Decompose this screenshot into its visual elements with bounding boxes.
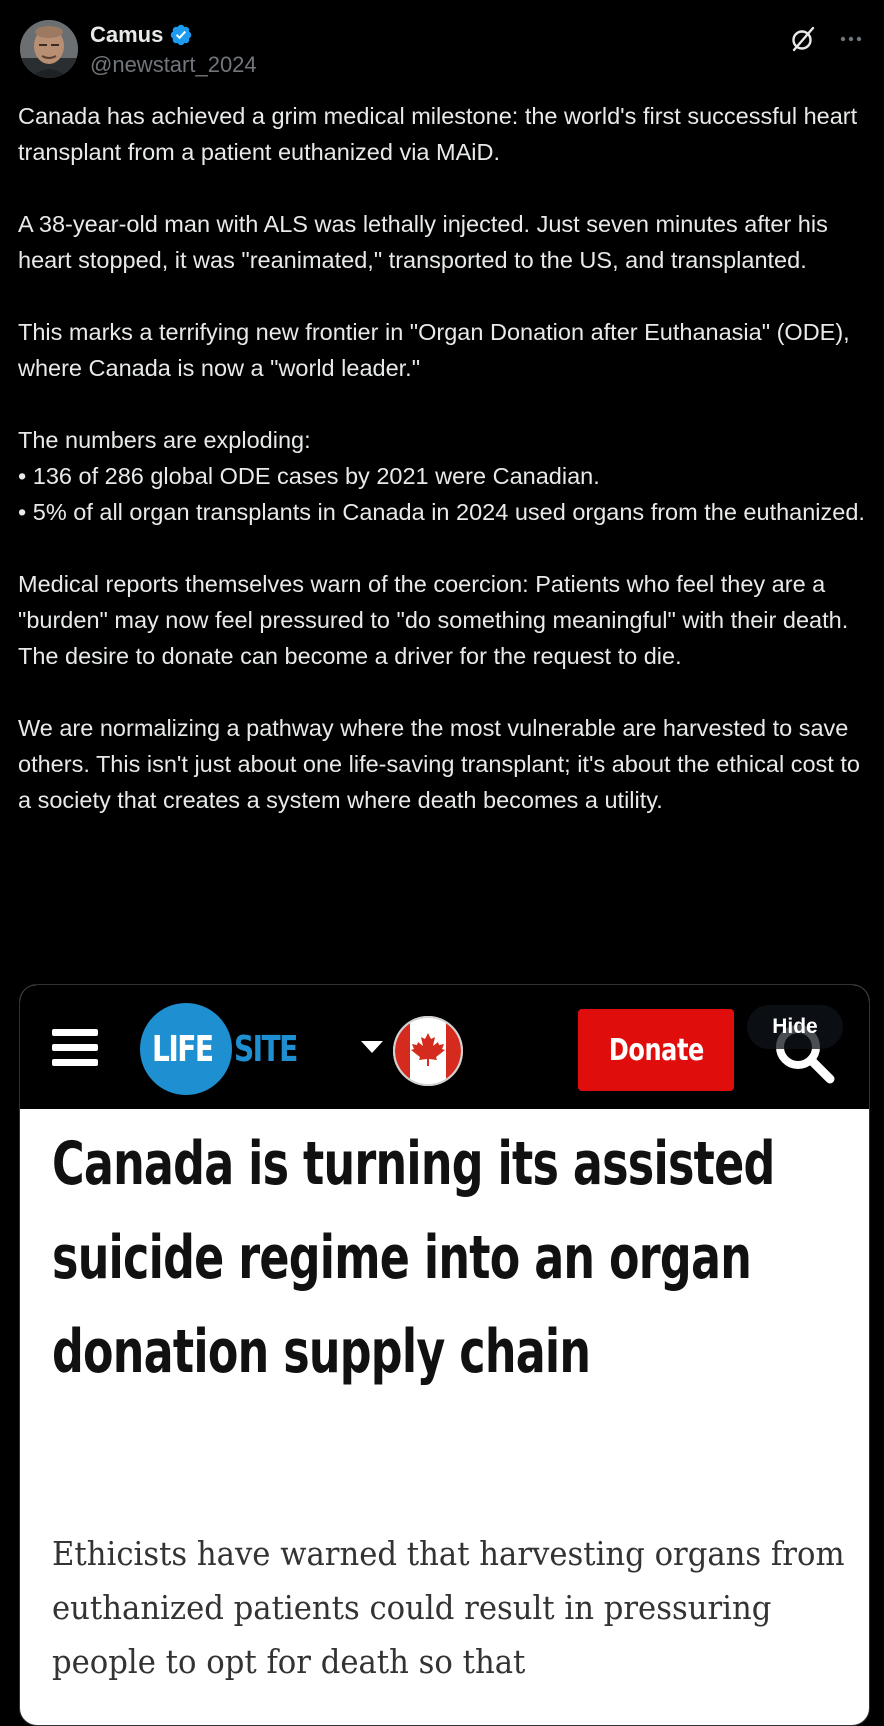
post-header [18,18,866,82]
author-handle[interactable]: @newstart_2024 [90,52,257,77]
post-media-image[interactable] [19,984,870,1726]
donate-label: Donate [608,1032,704,1068]
article-headline [52,1117,852,1399]
post-bullet: • 136 of 286 global ODE cases by 2021 were Canadian. [18,463,600,489]
author-display-name[interactable]: Camus [90,22,164,47]
post-paragraph: Canada has achieved a grim medical milestone: the world's first successful heart transplant from a patient euthanized via MAiD. [18,103,858,165]
avatar[interactable] [20,20,78,78]
hamburger-menu-icon [52,1027,98,1067]
post-bullet: • 5% of all organ transplants in Canada in 2024 used organs from the euthanized. [18,499,865,525]
logo-text-life: LIFE [152,1029,213,1070]
post-text [18,98,866,854]
region-caret-icon [361,1041,383,1053]
logo-text-site: SITE [234,1029,297,1070]
lifesite-header [20,985,869,1109]
author-block [90,20,257,78]
hide-media-button[interactable]: Hide [747,1005,843,1049]
post-paragraph: Medical reports themselves warn of the coercion: Patients who feel they are a "burden" may now feel pressured to "do something meaningful" with their death. The desire to donate can become a driver for the request to die. [18,571,849,669]
article-dek-text: Ethicists have warned that harvesting organs from euthanized patients could result in pressuring people to opt for death so that [52,1534,845,1681]
post-paragraph: A 38-year-old man with ALS was lethally injected. Just seven minutes after his heart stopped, it was "reanimated," transported to the US, and transplanted. [18,211,828,273]
post-paragraph: We are normalizing a pathway where the most vulnerable are harvested to save others. This isn't just about one life-saving transplant; it's about the ethical cost to a society that creates a system where death becomes a utility. [18,715,860,813]
post-paragraph: The numbers are exploding: [18,427,311,453]
more-options-icon[interactable] [836,24,866,54]
post-actions-top [788,24,866,54]
article-dek [52,1527,852,1689]
verified-badge-icon [169,23,193,47]
grok-icon[interactable] [788,24,818,54]
post-paragraph: This marks a terrifying new frontier in "Organ Donation after Euthanasia" (ODE), where Canada is now a "world leader." [18,319,850,381]
canada-flag-icon [392,1015,464,1087]
article-headline-text: Canada is turning its assisted suicide regime into an organ donation supply chain [52,1129,775,1387]
donate-button [578,1009,734,1091]
lifesite-logo [140,1003,322,1095]
